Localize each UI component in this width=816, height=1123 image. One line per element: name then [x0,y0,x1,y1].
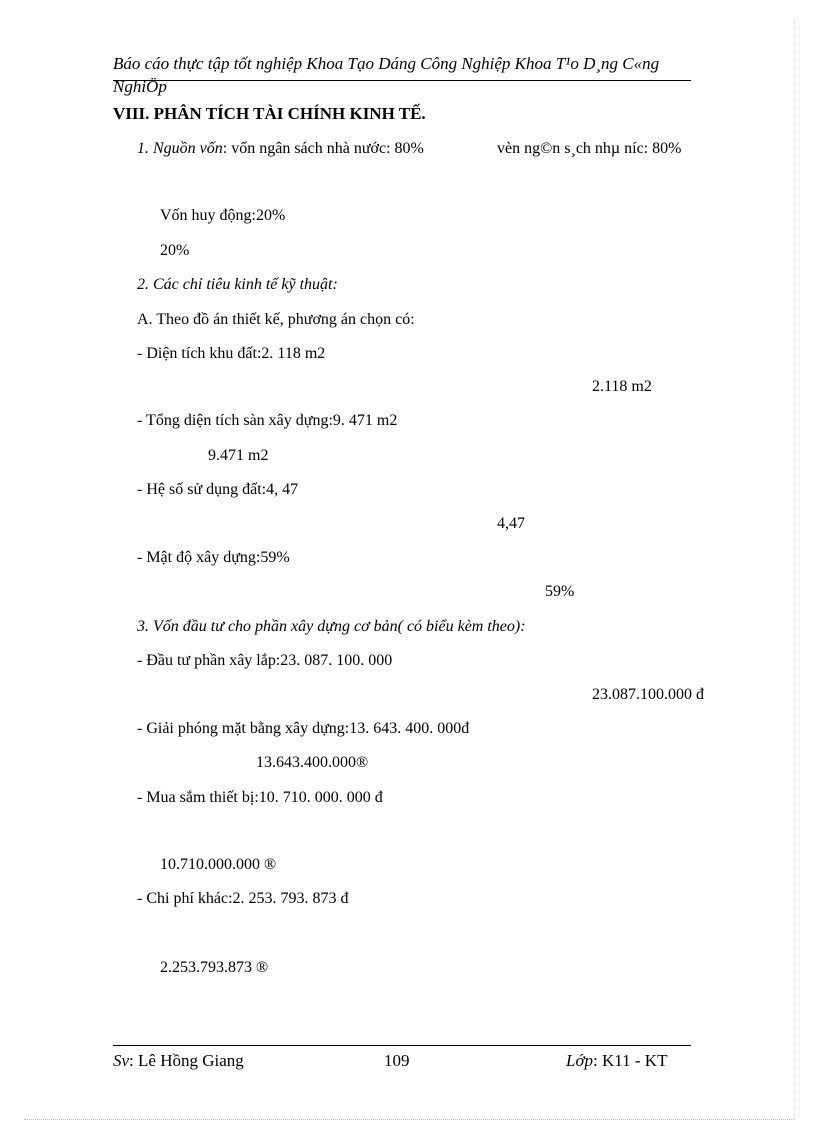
page-number: 109 [384,1051,410,1070]
running-header-line1: Báo cáo thực tập tốt nghiệp Khoa Tạo Dáng Công Nghiệp Khoa T¹o D¸ng C«ng [113,54,660,73]
funding-mobilized: Vốn huy động:20% [160,207,286,224]
header-divider [113,80,691,81]
indicators-intro: A. Theo đồ án thiết kế, phương án chọn có: [137,311,415,328]
footer-student-label: Sv [113,1051,130,1070]
running-header-line2: NghiÖp [113,77,167,96]
floor-area: - Tổng diện tích sàn xây dựng:9. 471 m2 [137,412,398,429]
building-density: - Mật độ xây dựng:59% [137,549,290,566]
footer-class [566,1051,667,1071]
site-clearance: - Giải phóng mặt bằng xây dựng:13. 643. 400. 000đ [137,720,470,737]
footer-student-name: : Lê Hồng Giang [129,1051,244,1070]
equipment-purchase-dup: 10.710.000.000 ® [160,856,277,873]
construction-investment: - Đầu tư phần xây lắp:23. 087. 100. 000 [137,652,393,669]
funding-line [137,140,424,158]
footer-class-value: : K11 - KT [593,1051,668,1070]
funding-text: : vốn ngân sách nhà nước: 80% [222,140,424,157]
other-costs: - Chi phí khác:2. 253. 793. 873 đ [137,890,349,907]
investment-heading: 3. Vốn đầu tư cho phần xây dựng cơ bản( có biểu kèm theo): [137,618,526,635]
other-costs-dup: 2.253.793.873 ® [160,959,269,976]
land-use-coef-dup: 4,47 [497,515,525,532]
indicators-heading: 2. Các chỉ tiêu kinh tế kỹ thuật: [137,276,338,293]
floor-area-dup: 9.471 m2 [208,447,269,464]
land-use-coef: - Hệ số sử dụng đất:4, 47 [137,481,299,498]
footer-student [113,1051,244,1071]
funding-garbled: vèn ng©n s¸ch nhµ níc: 80% [497,140,682,157]
equipment-purchase: - Mua sắm thiết bị:10. 710. 000. 000 đ [137,789,383,806]
page-edge-bottom [24,1119,794,1120]
page-edge-right [794,20,795,1120]
section-title: VIII. PHÂN TÍCH TÀI CHÍNH KINH TẾ. [113,104,426,123]
construction-investment-dup: 23.087.100.000 đ [592,686,704,703]
footer-class-label: Lớp [566,1051,594,1070]
funding-label: 1. Nguồn vốn [137,140,223,157]
land-area-dup: 2.118 m2 [592,378,652,395]
funding-mobilized-dup: 20% [160,242,190,259]
site-clearance-dup: 13.643.400.000® [256,754,369,771]
land-area: - Diện tích khu đất:2. 118 m2 [137,345,326,362]
building-density-dup: 59% [545,583,575,600]
footer-divider [113,1045,691,1046]
